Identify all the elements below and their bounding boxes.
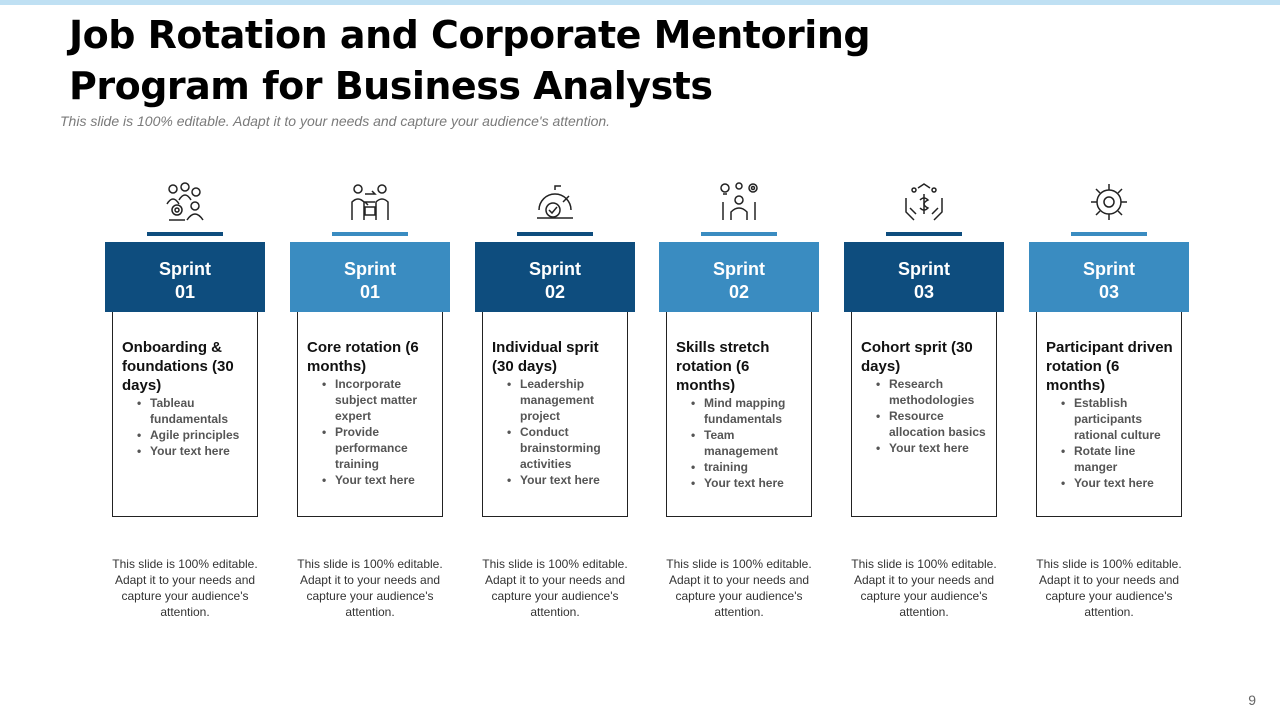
sprint-label: Sprint (529, 258, 581, 279)
column-accent-bar (147, 232, 223, 236)
sprint-label: Sprint (1083, 258, 1135, 279)
bullet-list (492, 376, 622, 488)
sprint-label: Sprint (713, 258, 765, 279)
sprint-column-3 (475, 180, 635, 650)
column-accent-bar (332, 232, 408, 236)
column-note: This slide is 100% editable. Adapt it to your needs and capture your audience's attention. (666, 557, 812, 619)
bullet-list (1046, 395, 1176, 491)
sprint-card (297, 312, 443, 517)
bullet-item: • Your text here (861, 440, 991, 456)
card-title: Onboarding & foundations (30 days) • Tableau fundamentals • Agile principles • Your text here (122, 338, 252, 459)
bullet-item: • Research methodologies (861, 376, 991, 408)
column-note: This slide is 100% editable. Adapt it to your needs and capture your audience's attention. (851, 557, 997, 619)
people-rotation-icon (348, 180, 392, 224)
sprint-card (112, 312, 258, 517)
bullet-item: • Your text here (492, 472, 622, 488)
column-note: This slide is 100% editable. Adapt it to your needs and capture your audience's attention. (297, 557, 443, 619)
bullet-item: • Provide performance training (307, 424, 437, 472)
sprint-number: 02 (544, 281, 566, 302)
sprint-number: 01 (174, 281, 196, 302)
bullet-item: • Your text here (307, 472, 437, 488)
card-title: Participant driven rotation (6 months) • Establish participants rational culture • Rotate line manger • Your text here (1046, 338, 1176, 491)
sprint-number: 01 (359, 281, 381, 302)
sprint-column-2 (290, 180, 450, 650)
team-meeting-icon (163, 180, 207, 224)
sprint-label: Sprint (898, 258, 950, 279)
bullet-item: • Tableau fundamentals (122, 395, 252, 427)
speedometer-check-icon (533, 180, 577, 224)
column-note: This slide is 100% editable. Adapt it to your needs and capture your audience's attention. (482, 557, 628, 619)
column-accent-bar (1071, 232, 1147, 236)
sprint-header (105, 242, 265, 312)
sprint-header (1029, 242, 1189, 312)
page-number: 9 (1248, 692, 1256, 708)
sprint-number: 03 (913, 281, 935, 302)
column-note: This slide is 100% editable. Adapt it to your needs and capture your audience's attention. (1036, 557, 1182, 619)
sprint-card (666, 312, 812, 517)
column-note: This slide is 100% editable. Adapt it to your needs and capture your audience's attention. (112, 557, 258, 619)
bullet-item: • Incorporate subject matter expert (307, 376, 437, 424)
sprint-column-1 (105, 180, 265, 650)
card-title: Skills stretch rotation (6 months) • Mind mapping fundamentals • Team management • training • Your text here (676, 338, 806, 491)
sprint-header (659, 242, 819, 312)
sprint-number: 03 (1098, 281, 1120, 302)
sprint-column-4 (659, 180, 819, 650)
bullet-list (122, 395, 252, 459)
sprint-label: Sprint (159, 258, 211, 279)
bullet-list (676, 395, 806, 491)
bullet-item: • Resource allocation basics (861, 408, 991, 440)
hands-money-icon (902, 180, 946, 224)
sprint-column-5 (844, 180, 1004, 650)
bullet-item: • Your text here (122, 443, 252, 459)
bullet-item: • Mind mapping fundamentals (676, 395, 806, 427)
sprint-header (844, 242, 1004, 312)
column-accent-bar (701, 232, 777, 236)
sprint-card (851, 312, 997, 517)
card-title: Cohort sprit (30 days) • Research methodologies • Resource allocation basics • Your text here (861, 338, 991, 456)
card-title: Individual sprit (30 days) • Leadership management project • Conduct brainstorming activities • Your text here (492, 338, 622, 488)
sprint-card (1036, 312, 1182, 517)
top-accent-bar (0, 0, 1280, 5)
gear-people-icon (1087, 180, 1131, 224)
column-accent-bar (886, 232, 962, 236)
sprint-number: 02 (728, 281, 750, 302)
bullet-item: • Your text here (1046, 475, 1176, 491)
title-line-2: Program for Business Analysts (69, 64, 713, 108)
sprint-card (482, 312, 628, 517)
bullet-item: • training (676, 459, 806, 475)
bullet-list (861, 376, 991, 456)
bullet-item: • Establish participants rational culture (1046, 395, 1176, 443)
column-accent-bar (517, 232, 593, 236)
person-ideas-icon (717, 180, 761, 224)
sprint-header (290, 242, 450, 312)
bullet-item: • Conduct brainstorming activities (492, 424, 622, 472)
title-line-1: Job Rotation and Corporate Mentoring (69, 13, 871, 57)
bullet-list (307, 376, 437, 488)
bullet-item: • Leadership management project (492, 376, 622, 424)
bullet-item: • Team management (676, 427, 806, 459)
sprint-label: Sprint (344, 258, 396, 279)
bullet-item: • Agile principles (122, 427, 252, 443)
page-title (69, 10, 969, 112)
subtitle: This slide is 100% editable. Adapt it to your needs and capture your audience's attention. (60, 113, 611, 129)
bullet-item: • Rotate line manger (1046, 443, 1176, 475)
bullet-item: • Your text here (676, 475, 806, 491)
sprint-header (475, 242, 635, 312)
sprint-column-6 (1029, 180, 1189, 650)
card-title: Core rotation (6 months) • Incorporate subject matter expert • Provide performance training • Your text here (307, 338, 437, 488)
